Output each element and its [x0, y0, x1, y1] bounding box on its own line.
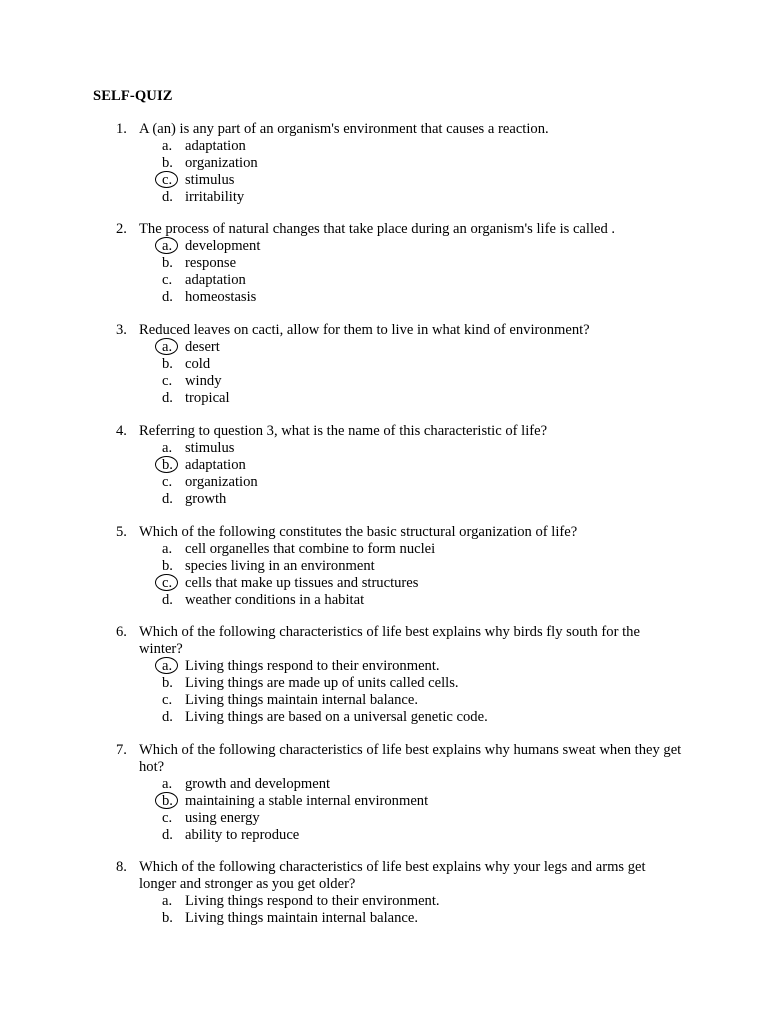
option-letter: a. [162, 775, 173, 792]
option-letter: c. [162, 574, 173, 591]
option-text: Living things are made up of units called cells. [185, 674, 459, 691]
answer-option[interactable] [0, 390, 700, 407]
option-letter: d. [162, 288, 173, 305]
option-letter: d. [162, 591, 173, 608]
question-text: Which of the following constitutes the basic structural organization of life? [139, 524, 578, 540]
option-text: Living things are based on a universal genetic code. [185, 708, 488, 725]
option-text: stimulus [185, 171, 235, 188]
question-text: Which of the following characteristics of life best explains why your legs and arms get longer and stronger as you get older? [139, 859, 646, 892]
answer-option[interactable] [0, 793, 700, 810]
option-letter: c. [162, 691, 173, 708]
answer-option[interactable] [0, 189, 700, 206]
question-number: 2. [116, 221, 127, 237]
answer-option[interactable] [0, 910, 700, 927]
option-letter: b. [162, 355, 173, 372]
answer-option[interactable] [0, 474, 700, 491]
answer-option[interactable] [0, 255, 700, 272]
question-number: 6. [116, 624, 127, 640]
option-text: development [185, 237, 261, 254]
question-number: 5. [116, 524, 127, 540]
option-text: growth [185, 490, 227, 507]
option-text: ability to reproduce [185, 826, 300, 843]
option-text: Living things maintain internal balance. [185, 909, 419, 926]
option-letter: b. [162, 909, 173, 926]
answer-option[interactable] [0, 289, 700, 306]
answer-option[interactable] [0, 238, 700, 255]
option-letter: c. [162, 171, 173, 188]
answer-option[interactable] [0, 457, 700, 474]
answer-option[interactable] [0, 172, 700, 189]
answer-option[interactable] [0, 138, 700, 155]
answer-option[interactable] [0, 272, 700, 289]
option-text: organization [185, 473, 258, 490]
option-letter: a. [162, 892, 173, 909]
option-text: using energy [185, 809, 260, 826]
question-text: Referring to question 3, what is the name of this characteristic of life? [139, 423, 548, 439]
option-letter: b. [162, 674, 173, 691]
option-text: species living in an environment [185, 557, 375, 574]
option-text: organization [185, 154, 258, 171]
option-letter: c. [162, 809, 173, 826]
answer-option[interactable] [0, 558, 700, 575]
question-text: Reduced leaves on cacti, allow for them to live in what kind of environment? [139, 322, 590, 338]
option-text: desert [185, 338, 220, 355]
answer-option[interactable] [0, 893, 700, 910]
answer-option[interactable] [0, 692, 700, 709]
answer-option[interactable] [0, 541, 700, 558]
option-letter: d. [162, 389, 173, 406]
answer-option[interactable] [0, 709, 700, 726]
question-number: 4. [116, 423, 127, 439]
option-text: irritability [185, 188, 245, 205]
answer-option[interactable] [0, 575, 700, 592]
answer-option[interactable] [0, 440, 700, 457]
option-letter: c. [162, 372, 173, 389]
answer-option[interactable] [0, 356, 700, 373]
question-number: 8. [116, 859, 127, 875]
option-text: cells that make up tissues and structures [185, 574, 419, 591]
option-text: Living things maintain internal balance. [185, 691, 419, 708]
option-text: adaptation [185, 456, 246, 473]
question-text: The process of natural changes that take place during an organism's life is called . [139, 221, 616, 237]
option-letter: d. [162, 490, 173, 507]
question-number: 7. [116, 742, 127, 758]
option-text: stimulus [185, 439, 235, 456]
answer-option[interactable] [0, 827, 700, 844]
option-letter: b. [162, 792, 173, 809]
option-letter: c. [162, 271, 173, 288]
answer-option[interactable] [0, 810, 700, 827]
option-text: Living things respond to their environment. [185, 657, 440, 674]
question-text: A (an) is any part of an organism's environment that causes a reaction. [139, 121, 549, 137]
option-text: homeostasis [185, 288, 257, 305]
option-letter: a. [162, 439, 173, 456]
option-letter: a. [162, 540, 173, 557]
option-letter: c. [162, 473, 173, 490]
page-title: SELF-QUIZ [93, 88, 173, 104]
option-letter: b. [162, 154, 173, 171]
option-text: growth and development [185, 775, 331, 792]
option-text: maintaining a stable internal environment [185, 792, 429, 809]
option-letter: b. [162, 557, 173, 574]
option-letter: d. [162, 826, 173, 843]
question-text: Which of the following characteristics of life best explains why humans sweat when they get hot? [139, 742, 682, 775]
question-number: 1. [116, 121, 127, 137]
option-text: adaptation [185, 137, 246, 154]
option-letter: d. [162, 188, 173, 205]
option-text: weather conditions in a habitat [185, 591, 365, 608]
option-text: Living things respond to their environment. [185, 892, 440, 909]
option-letter: d. [162, 708, 173, 725]
answer-option[interactable] [0, 658, 700, 675]
answer-option[interactable] [0, 776, 700, 793]
option-letter: b. [162, 254, 173, 271]
option-letter: a. [162, 657, 173, 674]
option-text: tropical [185, 389, 230, 406]
answer-option[interactable] [0, 373, 700, 390]
question-text: Which of the following characteristics of life best explains why birds fly south for the winter? [139, 624, 640, 657]
option-text: adaptation [185, 271, 246, 288]
option-letter: a. [162, 137, 173, 154]
option-text: response [185, 254, 237, 271]
option-letter: a. [162, 338, 173, 355]
option-text: cold [185, 355, 211, 372]
answer-option[interactable] [0, 675, 700, 692]
option-text: cell organelles that combine to form nuclei [185, 540, 436, 557]
option-letter: b. [162, 456, 173, 473]
answer-option[interactable] [0, 491, 700, 508]
question-number: 3. [116, 322, 127, 338]
option-text: windy [185, 372, 222, 389]
answer-option[interactable] [0, 339, 700, 356]
answer-option[interactable] [0, 155, 700, 172]
answer-option[interactable] [0, 592, 700, 609]
option-letter: a. [162, 237, 173, 254]
